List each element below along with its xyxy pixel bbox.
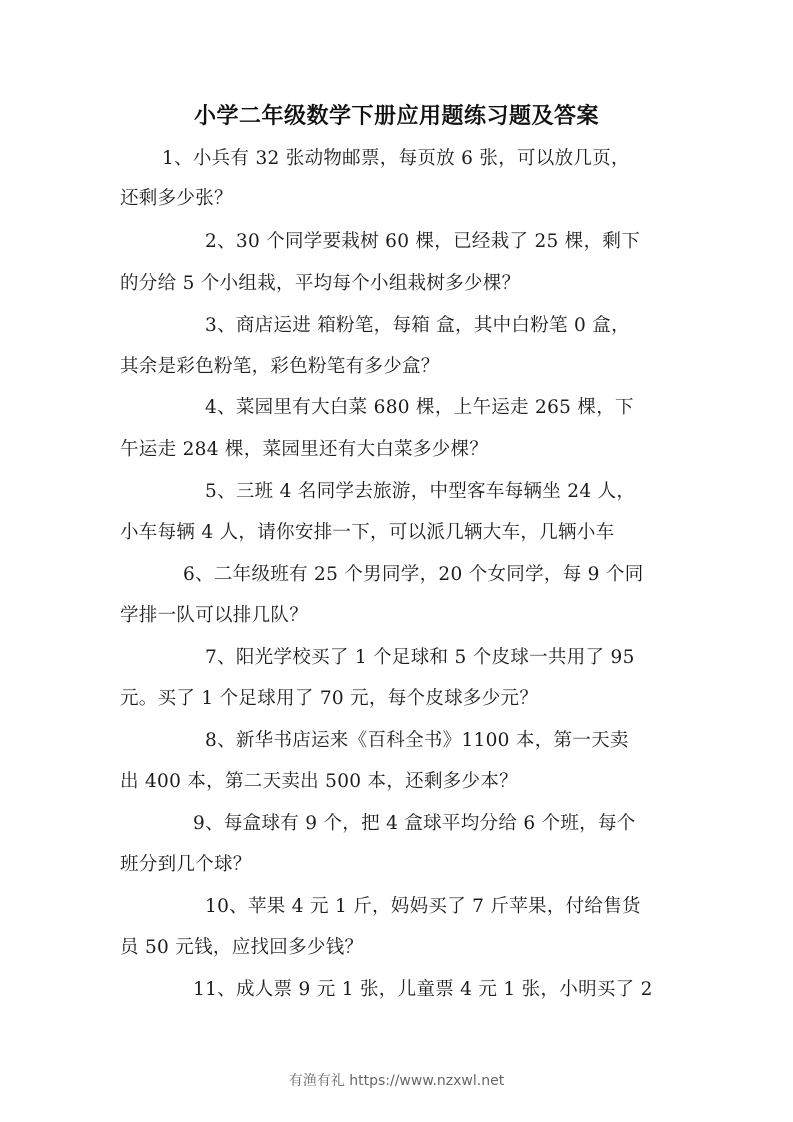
question-line: 7、阳光学校买了 1 个足球和 5 个皮球一共用了 95 <box>205 647 635 668</box>
document-title: 小学二年级数学下册应用题练习题及答案 <box>193 104 599 129</box>
question-line: 其余是彩色粉笔，彩色粉笔有多少盒？ <box>120 356 440 377</box>
question-line: 9、每盒球有 9 个，把 4 盒球平均分给 6 个班，每个 <box>193 813 636 834</box>
question-line: 1、小兵有 32 张动物邮票，每页放 6 张，可以放几页， <box>162 148 630 169</box>
question-line: 3、商店运进 箱粉笔，每箱 盒，其中白粉笔 0 盒， <box>205 315 630 336</box>
question-line: 员 50 元钱，应找回多少钱？ <box>120 937 364 958</box>
question-line: 班分到几个球？ <box>120 854 252 875</box>
question-line: 6、二年级班有 25 个男同学，20 个女同学，每 9 个同 <box>183 564 644 585</box>
question-line: 8、新华书店运来《百科全书》1100 本，第一天卖 <box>205 730 629 751</box>
question-line: 出 400 本，第二天卖出 500 本，还剩多少本？ <box>120 771 518 792</box>
question-line: 10、苹果 4 元 1 斤，妈妈买了 7 斤苹果，付给售货 <box>205 896 641 917</box>
question-line: 元。买了 1 个足球用了 70 元，每个皮球多少元？ <box>120 688 539 709</box>
footer-watermark: 有渔有礼 https://www.nzxwl.net <box>288 1073 505 1089</box>
question-line: 午运走 284 棵，菜园里还有大白菜多少棵？ <box>120 439 489 460</box>
question-line: 还剩多少张？ <box>120 188 233 209</box>
question-line: 5、三班 4 名同学去旅游，中型客车每辆坐 24 人， <box>205 481 636 502</box>
question-line: 的分给 5 个小组栽，平均每个小组栽树多少棵？ <box>120 273 521 294</box>
question-line: 4、菜园里有大白菜 680 棵，上午运走 265 棵，下 <box>205 397 634 418</box>
question-line: 2、30 个同学要栽树 60 棵，已经栽了 25 棵，剩下 <box>205 231 640 252</box>
question-line: 11、成人票 9 元 1 张，儿童票 4 元 1 张，小明买了 2 <box>193 979 653 1000</box>
question-line: 学排一队可以排几队？ <box>120 605 309 626</box>
question-line: 小车每辆 4 人，请你安排一下，可以派几辆大车，几辆小车 <box>120 522 615 543</box>
